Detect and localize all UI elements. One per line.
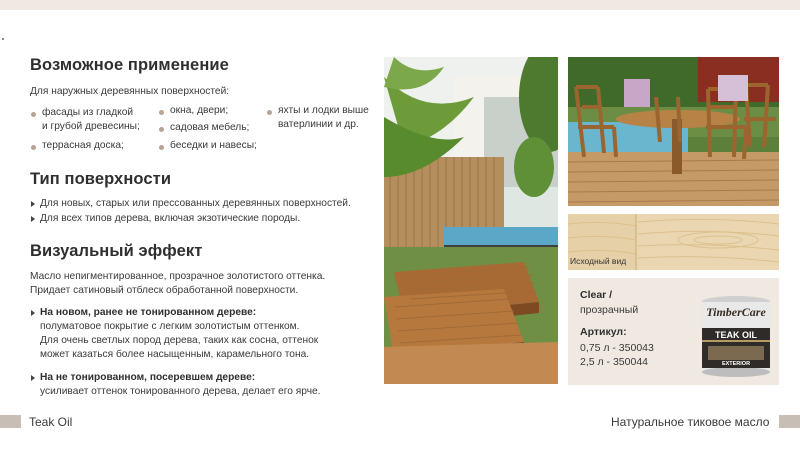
product-can-image <box>700 294 772 378</box>
color-name: Clear / <box>580 289 613 301</box>
visual-intro: Масло непигментированное, прозрачное золотистого оттенка. <box>30 271 326 282</box>
surface-item: Для новых, старых или прессованных деревянных поверхностей. <box>40 198 351 209</box>
visual-intro: Придает сатиновый отблеск обработанной поверхности. <box>30 285 299 296</box>
triangle-bullet-icon <box>31 216 35 222</box>
article-number: 2,5 л - 350044 <box>580 356 649 368</box>
triangle-bullet-icon <box>31 310 35 316</box>
application-item: садовая мебель; <box>170 122 250 133</box>
application-item: окна, двери; <box>170 105 229 116</box>
bullet-icon <box>31 145 36 150</box>
new-wood-text: полуматовое покрытие с легким золотистым оттенком. <box>40 321 300 332</box>
product-info-box <box>568 278 779 385</box>
bullet-icon <box>159 110 164 115</box>
application-item: беседки и навесы; <box>170 140 257 151</box>
new-wood-text: может казаться более насыщенным, карамельного тона. <box>40 349 310 360</box>
swatch-label: Исходный вид <box>570 256 627 266</box>
bullet-icon <box>31 112 36 117</box>
color-description: прозрачный <box>580 304 639 316</box>
can-product-name: TEAK OIL <box>715 330 757 340</box>
bullet-icon <box>267 110 272 115</box>
triangle-bullet-icon <box>31 201 35 207</box>
footer-product-name: Teak Oil <box>29 415 73 429</box>
new-wood-heading: На новом, ранее не тонированном дереве: <box>40 307 257 318</box>
garden-steps-photo <box>384 57 558 384</box>
surface-item: Для всех типов дерева, включая экзотические породы. <box>40 213 301 224</box>
triangle-bullet-icon <box>31 375 35 381</box>
footer-right-accent <box>779 415 800 428</box>
application-intro: Для наружных деревянных поверхностей: <box>30 86 230 97</box>
bullet-icon <box>159 127 164 132</box>
corner-mark <box>2 38 4 40</box>
application-item: террасная доска; <box>42 140 124 151</box>
article-label: Артикул: <box>580 326 627 338</box>
footer-product-description: Натуральное тиковое масло <box>611 415 770 429</box>
visual-heading: Визуальный эффект <box>30 242 203 260</box>
teak-furniture-photo <box>568 57 779 206</box>
application-heading: Возможное применение <box>30 56 229 74</box>
article-number: 0,75 л - 350043 <box>580 342 654 354</box>
new-wood-text: Для очень светлых пород дерева, таких как сосна, оттенок <box>40 335 319 346</box>
top-band <box>0 0 800 10</box>
application-item: яхты и лодки выше <box>278 105 369 116</box>
grey-wood-heading: На не тонированном, посеревшем дереве: <box>40 372 256 383</box>
footer-left-accent <box>0 415 21 428</box>
can-brand: TimberCare <box>706 305 766 319</box>
grey-wood-text: усиливает оттенок тонированного дерева, делает его ярче. <box>40 386 321 397</box>
surface-heading: Тип поверхности <box>30 170 172 188</box>
can-subtitle: EXTERIOR <box>721 361 751 367</box>
application-item: фасады из гладкой <box>42 107 134 118</box>
bullet-icon <box>159 145 164 150</box>
application-item: и грубой древесины; <box>42 121 140 132</box>
application-item: ватерлинии и др. <box>278 119 359 130</box>
